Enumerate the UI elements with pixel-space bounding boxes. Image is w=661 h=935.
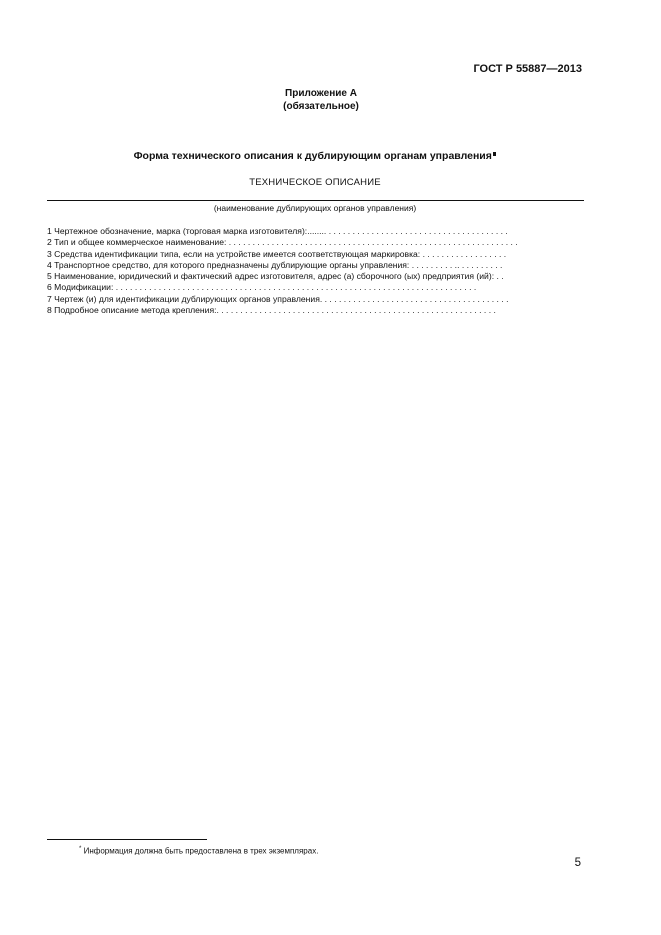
list-item: 8 Подробное описание метода крепления:. . . . . . . . . . . . . . . . . . . . . . . . . . . . . . . . . . . . . . . . . . . . . . . . . . . . . . . . . . . (47, 305, 496, 316)
footnote (79, 846, 318, 856)
tech-description-title: ТЕХНИЧЕСКОЕ ОПИСАНИЕ (249, 177, 381, 188)
form-title-text: Форма технического описания к дублирующим органам управления (133, 150, 492, 162)
list-item: 3 Средства идентификации типа, если на устройстве имеется соответствующая маркировка: . . . . . . . . . . . . . . . . . . (47, 248, 507, 259)
list-item: 5 Наименование, юридический и фактический адрес изготовителя, адрес (а) сборочного (ых) предприятия (ий): . . (47, 271, 504, 282)
annex-status: (обязательное) (283, 100, 359, 112)
footnote-text: Информация должна быть предоставлена в трех экземплярах. (83, 846, 319, 856)
footnote-marker (493, 152, 497, 156)
annex-title: Приложение А (285, 88, 357, 99)
footnote-separator (47, 839, 207, 840)
list-item: 6 Модификации: . . . . . . . . . . . . . . . . . . . . . . . . . . . . . . . . . . . . . . . . . . . . . . . . . . . . . . . . . . . . . . . . . . . . . . . . . . . . (47, 282, 477, 293)
form-title (0, 150, 630, 162)
list-item: 4 Транспортное средство, для которого предназначены дублирующие органы управления: . . . . . . . . . .. . . . . . . . . . (47, 259, 503, 270)
annex-heading (0, 88, 642, 113)
page-number: 5 (574, 857, 581, 869)
list-item: 7 Чертеж (и) для идентификации дублирующих органов управления. . . . . . . . . . . . . . . . . . . . . . . . . . . . . . . . . . . . . . . . (47, 293, 509, 304)
list-item: 2 Тип и общее коммерческое наименование: . . . . . . . . . . . . . . . . . . . . . . . . . . . . . . . . . . . . . . . . . . . . . . . . . . . . . . . . . . . . . (47, 237, 518, 248)
footnote-mark: * (79, 846, 82, 852)
document-standard-number: ГОСТ Р 55887—2013 (473, 63, 582, 75)
fill-in-line (47, 200, 584, 201)
form-items-list (47, 226, 587, 316)
list-item: 1 Чертежное обозначение, марка (торговая марка изготовителя):........ . . . . . . . . . . . . . . . . . . . . . . . . . . . . . . . . . . . . . . (47, 226, 508, 236)
fill-in-caption: (наименование дублирующих органов управления) (213, 203, 417, 213)
